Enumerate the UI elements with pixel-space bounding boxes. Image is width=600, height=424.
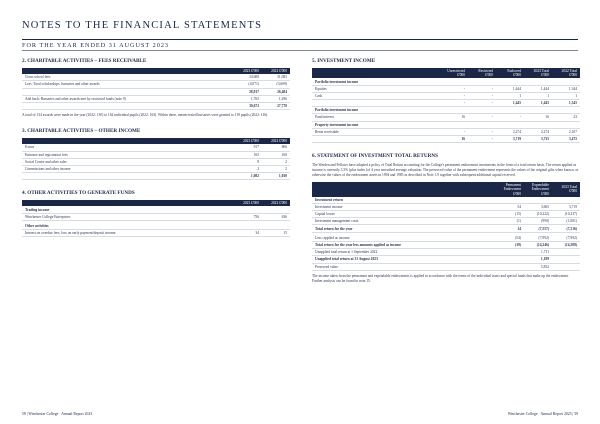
row-label: Preserved value — [312, 263, 496, 270]
row-label: Investment income — [312, 203, 496, 210]
row-value — [468, 121, 496, 128]
value-2023 — [234, 206, 262, 213]
row-value: - — [468, 128, 496, 135]
row-value: (15) — [496, 211, 524, 218]
value-2022: 160 — [262, 151, 290, 158]
row-value: 23 — [552, 114, 580, 121]
row-value — [524, 197, 552, 204]
row-value — [524, 107, 552, 114]
row-value — [496, 78, 524, 85]
row-value: (990) — [524, 218, 552, 225]
row-value: 3,719 — [552, 203, 580, 210]
value-2022: 26,484 — [262, 88, 290, 95]
note-4-table — [22, 200, 290, 237]
table-row — [22, 151, 290, 158]
row-label — [22, 88, 234, 95]
row-value — [496, 197, 524, 204]
table-row — [22, 74, 290, 81]
value-2022: 15 — [262, 230, 290, 237]
value-2023 — [234, 223, 262, 230]
header-2023: 2023 £'000 — [234, 138, 262, 144]
page-subtitle: FOR THE YEAR ENDED 31 AUGUST 2023 — [22, 42, 170, 49]
value-2022: 866 — [262, 144, 290, 151]
row-value — [468, 107, 496, 114]
value-2023: 2 — [234, 165, 262, 172]
row-value: (10,222) — [524, 211, 552, 218]
row-value — [496, 121, 524, 128]
row-label: Winchester College Enterprises — [22, 213, 234, 220]
header-2022: 2022 £'000 — [262, 200, 290, 206]
row-value: (10,237) — [552, 211, 580, 218]
header-2022: 2022 £'000 — [262, 138, 290, 144]
row-label: Less: applied as income — [312, 235, 496, 242]
row-value: (7,557) — [524, 225, 552, 232]
column-header: Unrestricted £'000 — [440, 68, 468, 78]
note-5 — [312, 58, 580, 143]
row-label: Capital losses — [312, 211, 496, 218]
title-rule — [22, 39, 578, 40]
row-value: 1,344 — [552, 85, 580, 92]
table-row — [312, 114, 580, 121]
row-value — [552, 263, 580, 270]
value-2022: 636 — [262, 213, 290, 220]
table-row — [312, 99, 580, 106]
row-value: 1 — [496, 92, 524, 99]
row-label: Fund interest — [312, 114, 440, 121]
column-header: Permanent Endowment £'000 — [496, 182, 524, 197]
row-label: Rents receivable — [312, 128, 440, 135]
row-value: 54 — [496, 203, 524, 210]
row-value: 14 — [496, 225, 524, 232]
row-value: 3,665 — [524, 203, 552, 210]
row-value — [440, 78, 468, 85]
note-5-table — [312, 68, 580, 143]
table-row — [22, 95, 290, 102]
table-row — [312, 211, 580, 218]
row-label: Commissions and other income — [22, 165, 234, 172]
row-label: Entrance and registration fees — [22, 151, 234, 158]
note-2-footnote: A total of 134 awards were made in the year (2022: 130) to 162 individual pupils (2022: 163). Within these, means-tested bursaries were granted to 118 pupils (2022: 116). — [22, 113, 269, 118]
note-6-paragraph: The Warden and Fellows have adopted a policy of Total Return accounting for the College's permanent endowment investments in the form of a total return basis. The return applied as income is currently 3.5% (plus index (of 4 year smoothed average valuation. The preserved value of the permanent endowment represents the values of the original gifts when known, or otherwise the values of the endowment assets in 1994 and 1985 as described in Note 1.9 together with subsequent additional capital received. — [312, 163, 579, 178]
note-6-table — [312, 182, 580, 271]
table-row — [22, 173, 290, 180]
row-value: 16 — [524, 114, 552, 121]
note-2-table — [22, 68, 290, 110]
row-value: 1,189 — [524, 256, 552, 263]
row-value — [552, 256, 580, 263]
row-value: 2,274 — [496, 128, 524, 135]
note-2 — [22, 58, 290, 118]
table-row — [22, 213, 290, 220]
row-label: Trading income — [22, 206, 234, 213]
note-4 — [22, 190, 290, 237]
row-value: 1,445 — [524, 99, 552, 106]
footer-right: Winchester College · Annual Report 2023 | 59 — [507, 412, 578, 416]
value-2023: 8 — [234, 158, 262, 165]
value-2022: 2 — [262, 158, 290, 165]
row-value — [524, 121, 552, 128]
row-value: 2,107 — [552, 128, 580, 135]
row-value: 16 — [440, 114, 468, 121]
row-value: - — [468, 135, 496, 142]
row-value: - — [468, 114, 496, 121]
table-row — [312, 197, 580, 204]
value-2023: 165 — [234, 151, 262, 158]
row-value: (54) — [496, 235, 524, 242]
value-2023: 917 — [234, 144, 262, 151]
row-value: 1 — [552, 92, 580, 99]
row-value — [552, 121, 580, 128]
value-2022 — [262, 223, 290, 230]
note-5-heading: 5. INVESTMENT INCOME — [312, 58, 376, 64]
row-value: 1 — [524, 92, 552, 99]
row-value: 1,444 — [524, 85, 552, 92]
header-2023: 2023 £'000 — [234, 200, 262, 206]
row-label: Cash — [312, 92, 440, 99]
row-value: - — [440, 92, 468, 99]
table-row — [312, 242, 580, 249]
note-6 — [312, 153, 580, 284]
table-row — [22, 81, 290, 88]
row-label: Less: Total scholarships, bursaries and other awards — [22, 81, 234, 88]
row-value: 3,735 — [524, 135, 552, 142]
table-row — [312, 121, 580, 128]
column-header: Expendable Endowment £'000 — [524, 182, 552, 197]
row-value — [496, 256, 524, 263]
note-6-heading: 6. STATEMENT OF INVESTMENT TOTAL RETURNS — [312, 153, 438, 160]
row-value: 3,475 — [552, 135, 580, 142]
row-value: 2,274 — [524, 128, 552, 135]
value-2023: 30,672 — [234, 102, 262, 109]
table-row — [312, 128, 580, 135]
table-row — [312, 203, 580, 210]
row-value: (7,992) — [552, 235, 580, 242]
row-value — [524, 78, 552, 85]
column-header: 2022 Total £'000 — [552, 68, 580, 78]
row-value: (14,246) — [524, 242, 552, 249]
table-row — [22, 223, 290, 230]
table-row — [22, 230, 290, 237]
row-label: Add back: Bursaries and other awards met by restricted funds (note 9) — [22, 95, 234, 102]
row-value: (1) — [496, 218, 524, 225]
row-value: 1,445 — [496, 99, 524, 106]
note-6-footnote: The income taken from the permanent and expendable endowments is applied in accordance with the terms of the individual trusts and special funds that make up the endowment. Further analysis can be found in note 15. — [312, 273, 569, 283]
row-value: - — [468, 92, 496, 99]
header-label — [312, 68, 440, 78]
table-row — [312, 85, 580, 92]
row-label: Unapplied total return at 31 August 2023 — [312, 256, 496, 263]
note-3 — [22, 128, 290, 180]
row-value: - — [440, 99, 468, 106]
value-2023: 28,917 — [234, 88, 262, 95]
row-label — [312, 99, 440, 106]
table-row — [312, 263, 580, 270]
row-value: (7,516) — [552, 225, 580, 232]
table-row — [312, 235, 580, 242]
note-3-table — [22, 138, 290, 180]
row-value — [552, 249, 580, 256]
value-2022: (3,609) — [262, 81, 290, 88]
value-2023: 1,765 — [234, 95, 262, 102]
row-label: Extras — [22, 144, 234, 151]
value-2023: 756 — [234, 213, 262, 220]
row-value — [496, 249, 524, 256]
table-row — [312, 256, 580, 263]
row-label: Total return for the year — [312, 225, 496, 232]
row-value: - — [468, 85, 496, 92]
row-label: Interest on overdue fees, loss on early payment/deposit income — [22, 230, 234, 237]
row-label — [22, 173, 234, 180]
table-row — [22, 144, 290, 151]
row-label: Investment management costs — [312, 218, 496, 225]
row-value: 3,719 — [496, 135, 524, 142]
row-label: Unapplied total return at 1 September 2022 — [312, 249, 496, 256]
row-value: 5,832 — [524, 263, 552, 270]
note-4-heading: 4. OTHER ACTIVITIES TO GENERATE FUNDS — [22, 190, 135, 197]
left-column — [22, 58, 290, 247]
page-title: NOTES TO THE FINANCIAL STATEMENTS — [22, 20, 263, 31]
column-header: 2023 Total £'000 — [552, 182, 580, 197]
table-row — [312, 92, 580, 99]
subtitle-rule — [22, 50, 578, 51]
column-header: Restricted £'000 — [468, 68, 496, 78]
table-row — [312, 218, 580, 225]
row-label: Investment return — [312, 197, 496, 204]
row-value: - — [440, 85, 468, 92]
right-column — [312, 58, 580, 294]
row-label: Property investment income — [312, 121, 440, 128]
row-label — [22, 102, 234, 109]
value-2022: 2 — [262, 165, 290, 172]
row-value — [496, 263, 524, 270]
row-value: 1,444 — [496, 85, 524, 92]
table-row — [22, 102, 290, 109]
row-value — [440, 121, 468, 128]
table-row — [312, 225, 580, 232]
row-value — [440, 107, 468, 114]
row-label: Total return for the year less amounts applied as income — [312, 242, 496, 249]
row-value: 1,345 — [552, 99, 580, 106]
header-label — [312, 182, 496, 197]
row-value — [496, 107, 524, 114]
value-2022 — [262, 206, 290, 213]
value-2023: 1,082 — [234, 173, 262, 180]
row-value: - — [468, 99, 496, 106]
table-row — [312, 135, 580, 142]
row-label: Equities — [312, 85, 440, 92]
row-label: Social Centre and other sales — [22, 158, 234, 165]
row-value — [552, 107, 580, 114]
row-label — [312, 135, 440, 142]
value-2022: 1,030 — [262, 173, 290, 180]
table-row — [312, 78, 580, 85]
row-value — [468, 78, 496, 85]
column-header: 2023 Total £'000 — [524, 68, 552, 78]
row-value: (39) — [496, 242, 524, 249]
value-2022: 27,770 — [262, 102, 290, 109]
row-value: - — [440, 128, 468, 135]
note-2-heading: 2. CHARITABLE ACTIVITIES – FEES RECEIVABLE — [22, 58, 147, 64]
value-2023: 34,608 — [234, 74, 262, 81]
row-label: Portfolio investment income — [312, 78, 440, 85]
note-3-heading: 3. CHARITABLE ACTIVITIES – OTHER INCOME — [22, 128, 141, 135]
table-row — [22, 165, 290, 172]
header-2023: 2023 £'000 — [234, 68, 262, 74]
table-row — [312, 107, 580, 114]
footer-left: 58 | Winchester College · Annual Report 2023 — [22, 412, 93, 416]
row-value: - — [496, 114, 524, 121]
table-row — [22, 88, 290, 95]
row-label: Portfolio investment income — [312, 107, 440, 114]
row-value: (1,001) — [552, 218, 580, 225]
row-value: (7,992) — [524, 235, 552, 242]
header-2022: 2022 £'000 — [262, 68, 290, 74]
row-label: Gross school fees — [22, 74, 234, 81]
value-2023: (4,071) — [234, 81, 262, 88]
value-2023: 34 — [234, 230, 262, 237]
table-row — [22, 206, 290, 213]
row-value — [552, 78, 580, 85]
value-2022: 1,296 — [262, 95, 290, 102]
value-2022: 31,083 — [262, 74, 290, 81]
table-row — [312, 249, 580, 256]
row-value — [552, 197, 580, 204]
row-label: Other activities — [22, 223, 234, 230]
column-header: Endowed £'000 — [496, 68, 524, 78]
row-value: 16 — [440, 135, 468, 142]
row-value: (14,508) — [552, 242, 580, 249]
table-row — [22, 158, 290, 165]
row-value: 1,711 — [524, 249, 552, 256]
